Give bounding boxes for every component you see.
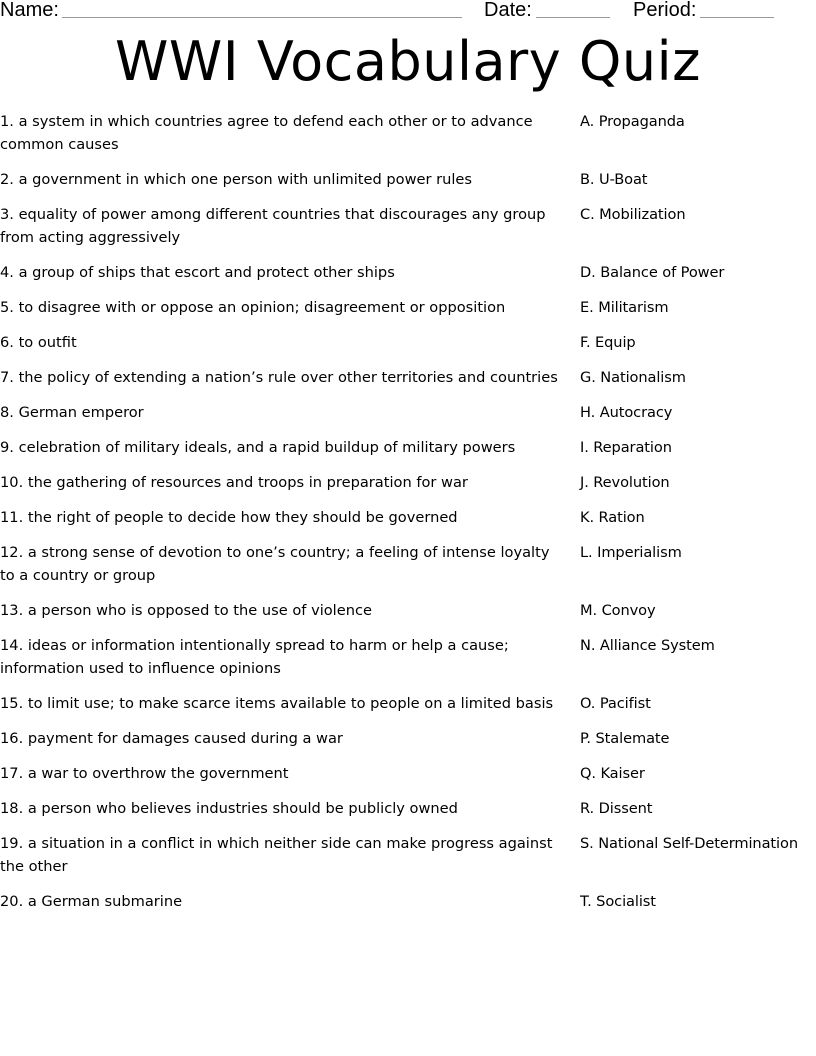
worksheet-header: [0, 0, 816, 22]
clue-text: 6. to outfit: [0, 334, 77, 351]
quiz-row: [0, 261, 816, 284]
clue-text: 7. the policy of extending a nation’s rule over other territories and countries: [0, 369, 558, 386]
clue-text: 9. celebration of military ideals, and a rapid buildup of military powers: [0, 439, 516, 456]
answer-option: B. U-Boat: [580, 171, 648, 188]
answer-option: R. Dissent: [580, 800, 653, 817]
quiz-row: [0, 727, 816, 750]
quiz-row: [0, 203, 816, 249]
quiz-row: [0, 168, 816, 191]
quiz-row: [0, 471, 816, 494]
quiz-row: [0, 797, 816, 820]
answer-option: S. National Self-Determination: [580, 835, 798, 852]
clue-text: 20. a German submarine: [0, 893, 183, 910]
quiz-row: [0, 692, 816, 715]
quiz-row: [0, 436, 816, 459]
answer-option: N. Alliance System: [580, 637, 715, 654]
quiz-row: [0, 506, 816, 529]
answer-option: D. Balance of Power: [580, 264, 725, 281]
quiz-row: [0, 110, 816, 156]
answer-option: A. Propaganda: [580, 113, 685, 130]
answer-option: T. Socialist: [580, 893, 656, 910]
clue-text: 5. to disagree with or oppose an opinion; disagreement or opposition: [0, 299, 506, 316]
name-label: Name:: [0, 0, 59, 21]
clue-text: 17. a war to overthrow the government: [0, 765, 289, 782]
clue-text: 15. to limit use; to make scarce items available to people on a limited basis: [0, 695, 554, 712]
clue-text: 12. a strong sense of devotion to one’s country; a feeling of intense loyalty to a country or group: [0, 544, 550, 584]
clue-text: 1. a system in which countries agree to defend each other or to advance common causes: [0, 113, 533, 153]
date-label: Date:: [484, 0, 532, 21]
clue-text: 8. German emperor: [0, 404, 144, 421]
answer-option: G. Nationalism: [580, 369, 686, 386]
period-blank-line: [700, 17, 774, 18]
answer-option: L. Imperialism: [580, 544, 682, 561]
answer-option: P. Stalemate: [580, 730, 670, 747]
quiz-row: [0, 401, 816, 424]
name-blank-line: [62, 17, 462, 18]
answer-option: I. Reparation: [580, 439, 672, 456]
answer-option: O. Pacifist: [580, 695, 651, 712]
clue-text: 4. a group of ships that escort and protect other ships: [0, 264, 395, 281]
clue-text: 11. the right of people to decide how they should be governed: [0, 509, 458, 526]
answer-option: F. Equip: [580, 334, 636, 351]
answer-option: H. Autocracy: [580, 404, 673, 421]
clue-text: 3. equality of power among different countries that discourages any group from acting aggressively: [0, 206, 546, 246]
quiz-row: [0, 599, 816, 622]
date-blank-line: [536, 17, 610, 18]
quiz-row: [0, 890, 816, 913]
quiz-matching-list: [0, 110, 816, 925]
answer-option: M. Convoy: [580, 602, 656, 619]
quiz-row: [0, 634, 816, 680]
quiz-row: [0, 832, 816, 878]
quiz-row: [0, 541, 816, 587]
page-title: WWI Vocabulary Quiz: [115, 30, 701, 93]
answer-option: E. Militarism: [580, 299, 669, 316]
quiz-row: [0, 296, 816, 319]
quiz-row: [0, 762, 816, 785]
answer-option: K. Ration: [580, 509, 645, 526]
clue-text: 10. the gathering of resources and troops in preparation for war: [0, 474, 468, 491]
clue-text: 13. a person who is opposed to the use of violence: [0, 602, 372, 619]
quiz-row: [0, 331, 816, 354]
clue-text: 18. a person who believes industries should be publicly owned: [0, 800, 458, 817]
answer-option: J. Revolution: [580, 474, 670, 491]
answer-option: Q. Kaiser: [580, 765, 645, 782]
clue-text: 19. a situation in a conflict in which neither side can make progress against the other: [0, 835, 553, 875]
answer-option: C. Mobilization: [580, 206, 686, 223]
period-label: Period:: [633, 0, 697, 21]
clue-text: 16. payment for damages caused during a war: [0, 730, 343, 747]
quiz-row: [0, 366, 816, 389]
clue-text: 14. ideas or information intentionally spread to harm or help a cause; information used to influence opinions: [0, 637, 509, 677]
clue-text: 2. a government in which one person with unlimited power rules: [0, 171, 473, 188]
